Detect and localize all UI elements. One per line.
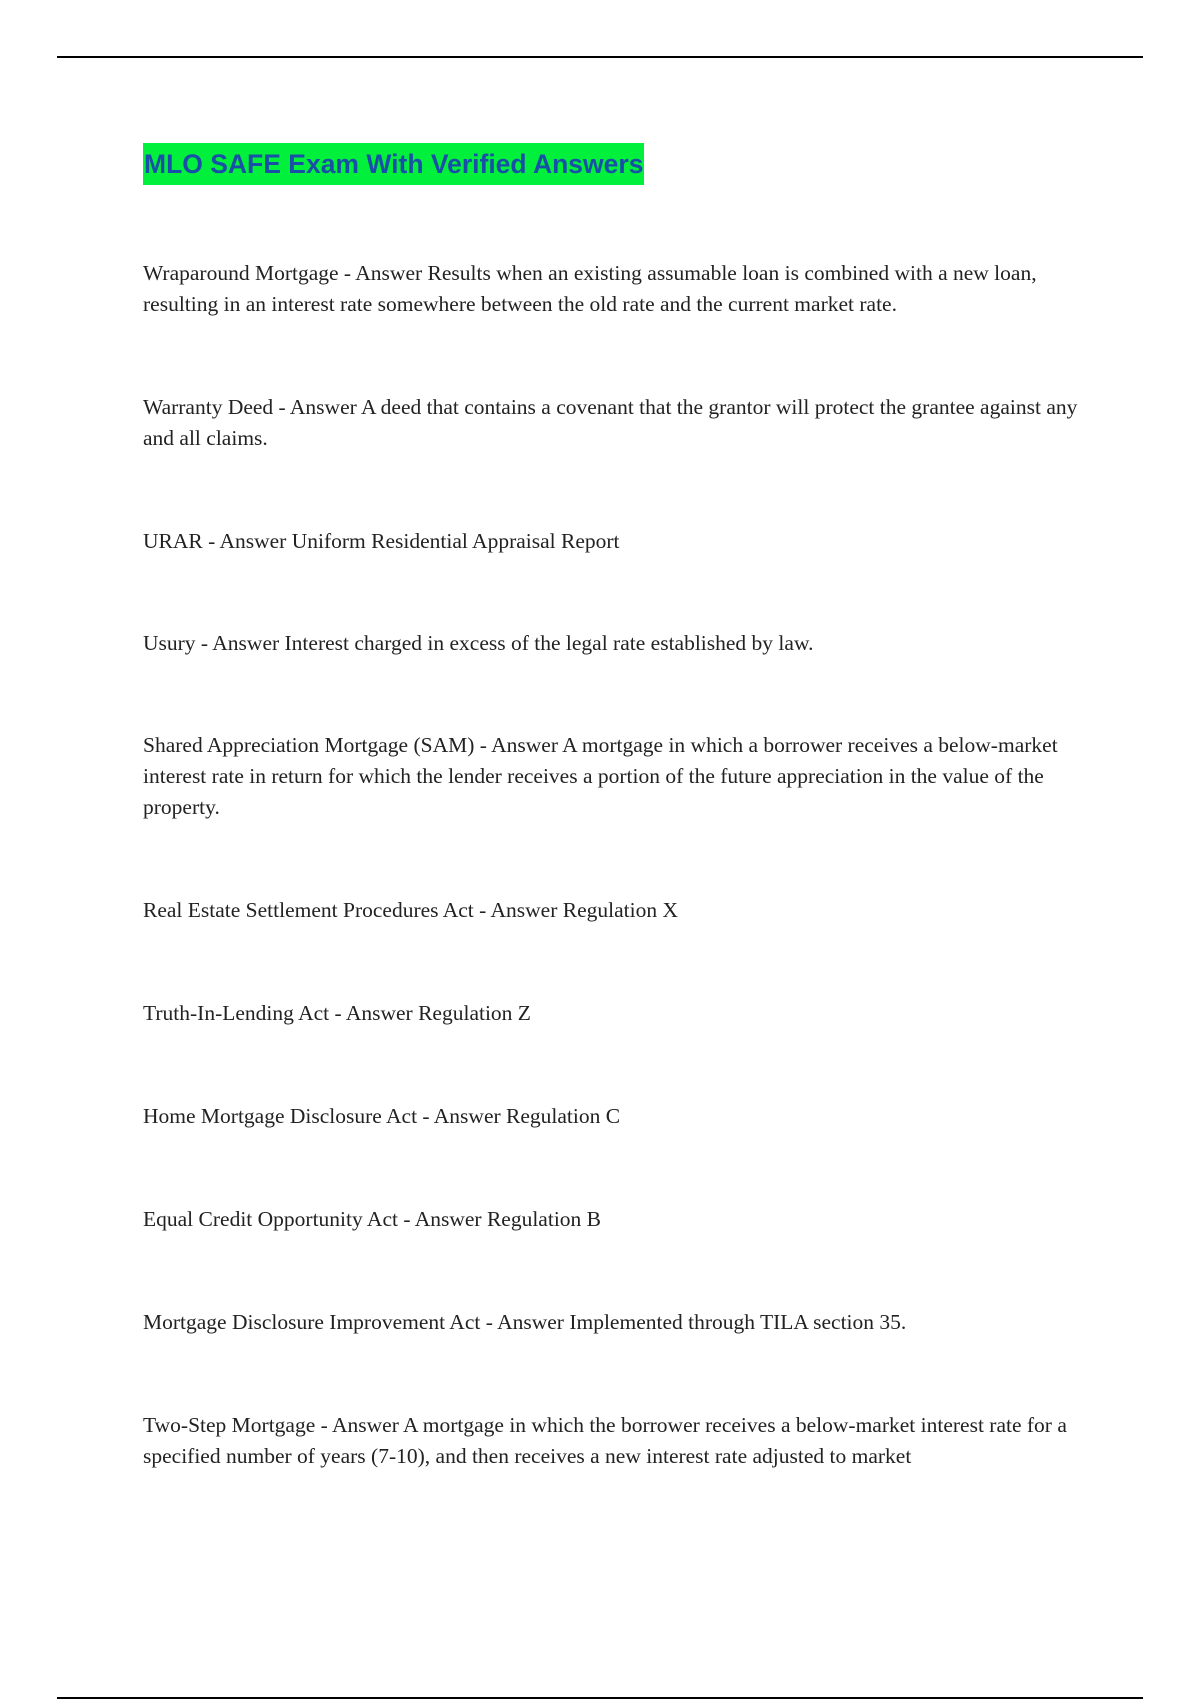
entry-respa: Real Estate Settlement Procedures Act - Answer Regulation X: [143, 898, 678, 922]
header-rule: [57, 56, 1143, 58]
entry-shared-appreciation-mortgage: Shared Appreciation Mortgage (SAM) - Answer A mortgage in which a borrower receives a below-market interest rate in return for which the lender receives a portion of the future appreciation in the value of the property.: [143, 733, 1058, 819]
entry-hmda: Home Mortgage Disclosure Act - Answer Regulation C: [143, 1104, 621, 1128]
entry-ecoa: Equal Credit Opportunity Act - Answer Regulation B: [143, 1207, 602, 1231]
document-title: MLO SAFE Exam With Verified Answers: [143, 143, 644, 185]
footer-rule: [57, 1697, 1143, 1699]
entry-wraparound-mortgage: Wraparound Mortgage - Answer Results when an existing assumable loan is combined with a new loan, resulting in an interest rate somewhere between the old rate and the current market rate.: [143, 261, 1037, 316]
entry-usury: Usury - Answer Interest charged in excess of the legal rate established by law.: [143, 631, 814, 655]
entry-mdia: Mortgage Disclosure Improvement Act - Answer Implemented through TILA section 35.: [143, 1310, 907, 1334]
entry-urar: URAR - Answer Uniform Residential Appraisal Report: [143, 529, 620, 553]
entry-two-step-mortgage: Two-Step Mortgage - Answer A mortgage in which the borrower receives a below-market interest rate for a specified number of years (7-10), and then receives a new interest rate adjusted to market: [143, 1413, 1067, 1468]
entry-warranty-deed: Warranty Deed - Answer A deed that contains a covenant that the grantor will protect the grantee against any and all claims.: [143, 395, 1078, 450]
entry-truth-in-lending: Truth-In-Lending Act - Answer Regulation Z: [143, 1001, 531, 1025]
